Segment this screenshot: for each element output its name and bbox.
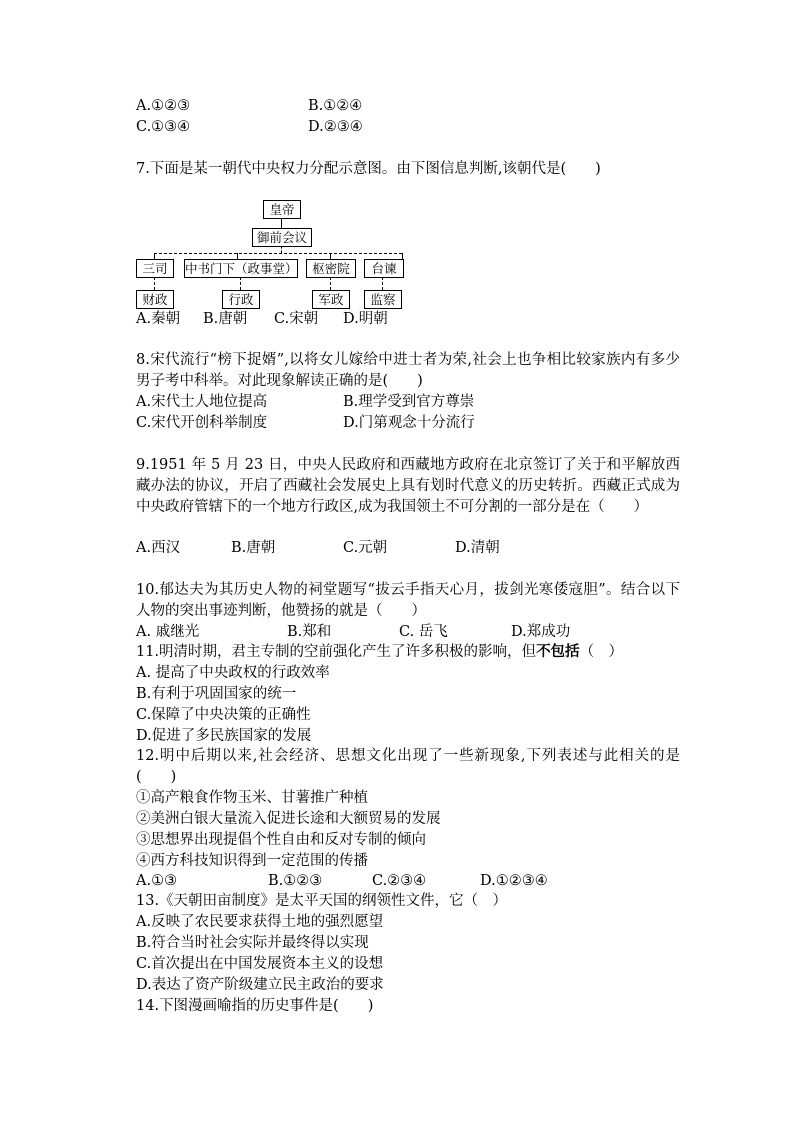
q10-option-c: C. 岳飞 <box>399 624 448 640</box>
q8-stem: 8.宋代流行“榜下捉婿”,以将女儿嫁给中进士者为荣,社会上也争相比较家族内有多少男子考中科举。对此现象解读正确的是( ) <box>136 352 680 389</box>
q11-stem-bracket: （ ） <box>579 644 624 660</box>
q7-stem: 7.下面是某一朝代中央权力分配示意图。由下图信息判断,该朝代是( ) <box>136 161 601 177</box>
q11-option-d: D.促进了多民族国家的发展 <box>136 728 312 744</box>
diagram-connector <box>281 218 282 228</box>
q13-stem: 13.《天朝田亩制度》是太平天国的纲领性文件，它（ ） <box>136 893 508 909</box>
diagram-function-supervision: 监察 <box>364 290 402 309</box>
q8-option-d: D.门第观念十分流行 <box>343 415 475 431</box>
diagram-office-shumiyuan: 枢密院 <box>306 259 356 278</box>
q7-option-c: C.宋朝 <box>274 311 319 327</box>
diagram-connector <box>281 246 282 253</box>
q11-stem-text: 11.明清时期，君主专制的空前强化产生了许多积极的影响，但 <box>136 644 537 660</box>
q6-option-a: A.①②③ <box>136 98 191 114</box>
diagram-function-administration: 行政 <box>222 290 260 309</box>
q7-option-a: A.秦朝 <box>136 311 181 327</box>
q13-option-a: A.反映了农民要求获得土地的强烈愿望 <box>136 914 384 930</box>
diagram-function-finance: 财政 <box>136 290 174 309</box>
q14-stem: 14.下图漫画喻指的历史事件是( ) <box>136 998 374 1014</box>
q12-item-2: ②美洲白银大量流入促进长途和大额贸易的发展 <box>136 811 441 827</box>
q9-option-b: B.唐朝 <box>231 540 276 556</box>
diagram-council-box: 御前会议 <box>252 228 312 247</box>
q12-option-d: D.①②③④ <box>480 873 548 889</box>
q10-option-a: A. 戚继光 <box>136 624 200 640</box>
q11-stem-emphasis: 不包括 <box>536 643 580 660</box>
diagram-function-military: 军政 <box>312 290 350 309</box>
q12-item-3: ③思想界出现提倡个性自由和反对专制的倾向 <box>136 832 426 848</box>
diagram-office-taijian: 台谏 <box>364 259 404 278</box>
q10-stem: 10.郁达夫为其历史人物的祠堂题写“拔云手指天心月，拔剑光寒倭寇胆”。结合以下人物的突出事迹判断，他赞扬的就是（ ） <box>136 582 680 619</box>
diagram-office-sansi: 三司 <box>136 259 174 278</box>
q7-option-d: D.明朝 <box>343 311 388 327</box>
q7-option-b: B.唐朝 <box>203 311 248 327</box>
diagram-connector <box>240 277 241 290</box>
q13-option-c: C.首次提出在中国发展资本主义的设想 <box>136 956 384 972</box>
q10-option-d: D.郑成功 <box>511 624 571 640</box>
q6-option-b: B.①②④ <box>308 98 363 114</box>
q11-option-b: B.有利于巩固国家的统一 <box>136 686 297 702</box>
q10-option-b: B.郑和 <box>287 624 332 640</box>
q6-option-d: D.②③④ <box>308 119 363 135</box>
q11-option-c: C.保障了中央决策的正确性 <box>136 707 311 723</box>
diagram-emperor-box: 皇帝 <box>263 200 301 219</box>
q13-option-d: D.表达了资产阶级建立民主政治的要求 <box>136 977 384 993</box>
diagram-connector <box>330 277 331 290</box>
q8-option-b: B.理学受到官方尊崇 <box>343 394 475 410</box>
diagram-office-zhongshumenxia: 中书门下（政事堂） <box>185 261 298 276</box>
q9-option-c: C.元朝 <box>343 540 388 556</box>
diagram-dashed-bus <box>154 253 402 254</box>
diagram-connector <box>154 277 155 290</box>
q9-option-d: D.清朝 <box>455 540 500 556</box>
q12-option-a: A.①③ <box>136 873 178 889</box>
q12-option-c: C.②③④ <box>372 873 427 889</box>
q11-stem <box>136 642 623 662</box>
q6-option-c: C.①③④ <box>136 119 191 135</box>
q9-option-a: A.西汉 <box>136 540 181 556</box>
q11-option-a: A. 提高了中央政权的行政效率 <box>136 665 330 681</box>
q9-stem: 9.1951 年 5 月 23 日，中央人民政府和西藏地方政府在北京签订了关于和平解放西藏办法的协议，开启了西藏社会发展史上具有划时代意义的历史转折。西藏正式成为中央政府管辖下的一个地方行政区,成为我国领土不可分割的一部分是在（ ） <box>136 457 680 515</box>
q12-option-b: B.①②③ <box>268 873 323 889</box>
power-distribution-diagram <box>130 196 410 314</box>
q12-stem: 12.明中后期以来,社会经济、思想文化出现了一些新现象,下列表述与此相关的是( ) <box>136 748 680 785</box>
q12-item-4: ④西方科技知识得到一定范围的传播 <box>136 853 368 869</box>
q12-item-1: ①高产粮食作物玉米、甘薯推广种植 <box>136 790 368 806</box>
q13-option-b: B.符合当时社会实际并最终得以实现 <box>136 935 369 951</box>
q8-option-c: C.宋代开创科举制度 <box>136 415 268 431</box>
diagram-connector <box>382 277 383 290</box>
q8-option-a: A.宋代士人地位提高 <box>136 394 268 410</box>
